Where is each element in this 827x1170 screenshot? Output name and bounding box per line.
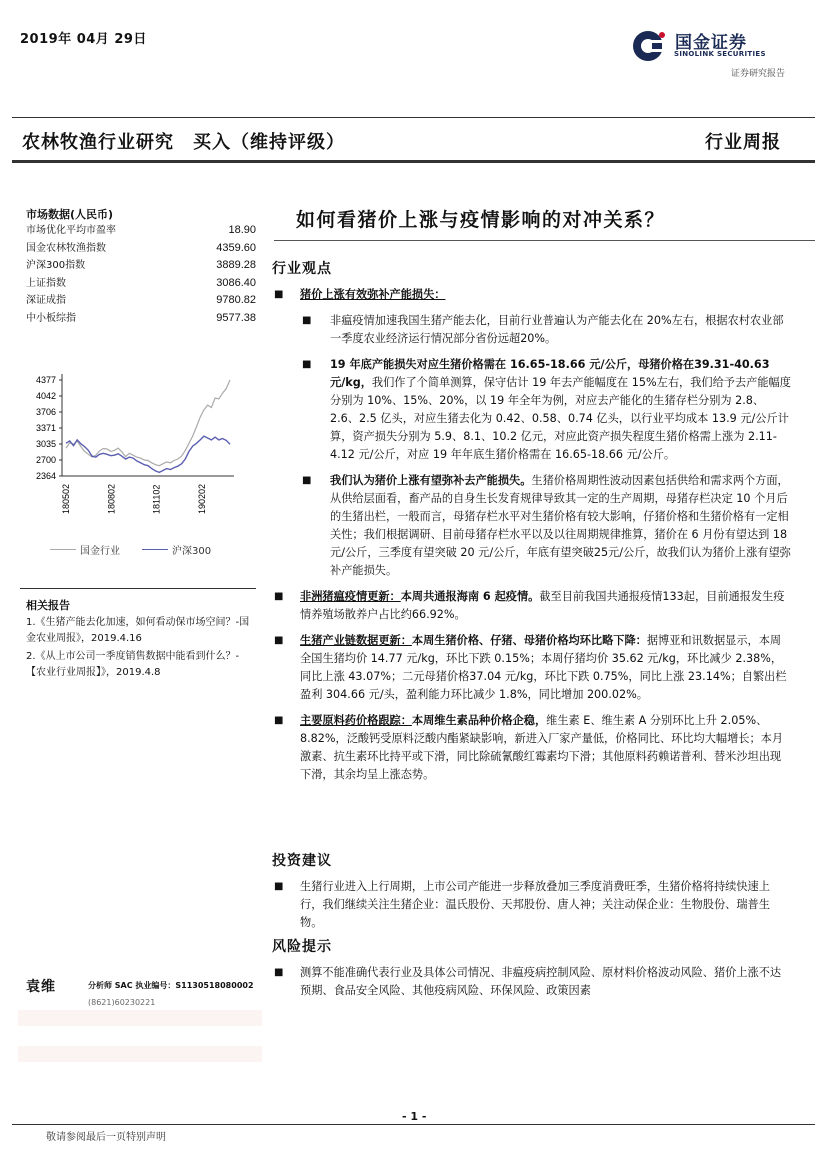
- sub-bullet: [300, 312, 792, 348]
- y-tick-label: 3706: [35, 407, 56, 417]
- market-value: 3889.28: [216, 259, 256, 271]
- analyst-name: 袁维: [26, 979, 56, 995]
- x-tick-label: 181102: [151, 484, 162, 514]
- disclaimer-note: 敬请参阅最后一页特别声明: [46, 1132, 166, 1143]
- market-row: [26, 222, 256, 240]
- market-value: 4359.60: [216, 241, 256, 254]
- market-data-table: [26, 222, 256, 327]
- bullet-text: 生猪行业进入上行周期，上市公司产能进一步释放叠加三季度消费旺季，生猪价格将持续快速上行，我们继续关注生猪企业：温氏股份、天邦股份、唐人神；关注动保企业：生物股份、瑞普生物。: [300, 880, 770, 929]
- market-data-title: 市场数据(人民币): [26, 208, 114, 221]
- sub-bullet-text: 我们作了个简单测算，保守估计 19 年去产能幅度在 15%左右，我们给予去产能幅度分别为 10%、15%、20%，以 19 年全年为例，对应去产能化的生猪存栏分别为 2.8、2.6、2.5 亿头，对应生猪去化为 0.42、0.58、0.74 亿头，以行业平均成本 13.9 元/公斤计算，资产损失分别为 5.9、8.1、10.2 亿元，对应此资产损失程度生猪价格需上涨为 2.11-4.12 元/公斤，对应 19 年年底生猪价格需在 16.65-18.66 元/公斤。: [330, 376, 791, 461]
- x-tick-label: 190202: [197, 483, 207, 514]
- sub-bullet-bold: 我们认为猪价上涨有望弥补去产能损失。: [330, 474, 532, 487]
- bullet-text: 截至目前我国共通报疫情133起，目前通报发生疫情养殖场散养户占比约66.92%。: [300, 590, 785, 621]
- report-type: 证券研究报告: [730, 69, 785, 79]
- bullet-heading: 猪价上涨有效弥补产能损失：: [300, 288, 446, 301]
- sub-bullet: [300, 356, 792, 464]
- market-value: 3086.40: [216, 276, 256, 289]
- section-investment: 投资建议: [272, 853, 332, 869]
- bullet-text: 据博亚和讯数据显示，本周全国生猪均价 14.77 元/kg，环比下跌 0.15%；本周仔猪均价 35.62 元/kg，环比减少 2.38%，同比上涨 43.07%；二元母猪价格37.04 元/kg，环比下跌 0.75%，同比上涨 23.14%；自繁出栏盈利 304.66 元/头，盈利能力环比减少 1.8%，同比增加 200.02%。: [300, 634, 787, 701]
- market-label: 上证指数: [26, 277, 66, 289]
- chart-legend: [50, 542, 211, 557]
- bullet-heading: 非洲猪瘟疫情更新：: [300, 590, 401, 603]
- sub-bullet-text: 生猪价格周期性波动因素包括供给和需求两个方面，从供给层面看，畜产品的自身生长发育规律导致其一定的生产周期，母猪存栏决定 10 个月后的生猪出栏，一般而言，母猪存栏水平对生猪价格有较大影响，仔猪价格和生猪价格有一定相关性；我们根据调研、目前母猪存栏水平以及以往周期规律推算，猪价在 6 月份有望达到 18 元/公斤，三季度有望突破 20 元/公斤，年底有望突破25元/公斤，故我们认为猪价上涨有望弥补产能损失。: [330, 474, 791, 577]
- sub-bullet-bold: 19 年底产能损失对应生猪价格需在 16.65-18.66 元/公斤，母猪价格在39.31-40.63 元/kg，: [330, 358, 770, 389]
- bullet-heading: 生猪产业链数据更新：: [300, 634, 412, 647]
- section-risk: 风险提示: [272, 939, 332, 955]
- related-report-link[interactable]: 1.《生猪产能去化加速，如何看动保市场空间？-国金农业周报》，2019.4.16: [26, 617, 250, 644]
- logo-subtitle: SINOLINK SECURITIES: [674, 50, 766, 58]
- analyst-placeholder: [18, 1010, 262, 1026]
- market-row: [26, 275, 256, 293]
- bullet-item: [272, 712, 792, 784]
- main-title: 如何看猪价上涨与疫情影响的对冲关系？: [296, 209, 666, 231]
- legend-industry: 国金行业: [80, 546, 120, 557]
- bullet-bold: 本周共通报海南 6 起疫情。: [400, 590, 540, 603]
- y-tick-label: 4042: [35, 390, 56, 401]
- market-label: 国金农林牧渔指数: [26, 242, 106, 254]
- series-line-csi300: [66, 436, 230, 472]
- index-chart: [20, 360, 250, 530]
- market-label: 沪深300指数: [26, 260, 86, 271]
- y-tick-label: 2700: [35, 454, 56, 465]
- analyst-placeholder: [18, 1046, 262, 1062]
- related-reports: [26, 615, 258, 683]
- legend-swatch-csi300: [142, 549, 168, 550]
- risk-body: [272, 964, 792, 1000]
- bullet-item: [272, 286, 792, 304]
- page-number: - 1 -: [402, 1110, 427, 1123]
- bullet-item: [272, 632, 792, 704]
- report-date: 2019年 04月 29日: [20, 32, 147, 47]
- market-row: [26, 292, 256, 310]
- market-value: 9780.82: [216, 294, 256, 306]
- logo-icon: [630, 26, 670, 66]
- sub-bullet: [300, 472, 792, 580]
- y-tick-label: 3035: [35, 439, 56, 449]
- y-tick-label: 3371: [35, 422, 56, 433]
- section-industry-view: 行业观点: [272, 261, 332, 277]
- market-row: [26, 240, 256, 258]
- bullet-bold: 本周生猪价格、仔猪、母猪价格均环比略下降：: [411, 634, 647, 647]
- footer-divider: [12, 1124, 815, 1125]
- y-tick-label: 2364: [35, 471, 56, 481]
- market-label: 深证成指: [26, 295, 66, 306]
- bullet-item: [272, 964, 792, 1000]
- bullet-heading: 主要原料药价格跟踪：: [300, 714, 412, 727]
- sub-bullet-text: 非瘟疫情加速我国生猪产能去化，目前行业普遍认为产能去化在 20%左右，根据农村农业部一季度农业经济运行情况部分省份远超20%。: [330, 314, 784, 345]
- bullet-item: [272, 588, 792, 624]
- analyst-info: 分析师 SAC 执业编号：S1130518080002: [88, 981, 254, 990]
- title-divider: [274, 240, 815, 241]
- bullet-text: 维生素 E、维生素 A 分别环比上升 2.05%、8.82%，泛酸钙受原料泛酸内酯紧缺影响，新进入厂家产量低，价格同比、环比均大幅增长；本月激素、抗生素环比持平或下滑，同比除硫氰酸红霉素均下滑；其他原料药赖诺普利、替米沙坦出现下滑，其余均呈上涨态势。: [300, 714, 784, 781]
- legend-csi300: 沪深300: [172, 546, 212, 557]
- industry-view-body: [272, 286, 792, 784]
- market-label: 市场优化平均市盈率: [26, 225, 116, 236]
- bullet-text: 测算不能准确代表行业及具体公司情况、非瘟疫病控制风险、原材料价格波动风险、猪价上涨不达预期、食品安全风险、其他疫病风险、环保风险、政策因素: [300, 966, 782, 997]
- analyst-phone: (8621)60230221: [88, 998, 156, 1006]
- investment-body: [272, 878, 792, 932]
- header-thick-divider: [12, 160, 815, 163]
- market-value: 9577.38: [216, 311, 256, 324]
- market-row: [26, 310, 256, 328]
- related-report-link[interactable]: 2.《从上市公司一季度销售数据中能看到什么？-【农业行业周报】》，2019.4.8: [26, 651, 240, 678]
- header-divider: [12, 117, 815, 118]
- report-heading: 农林牧渔行业研究 买入（维持评级）: [22, 132, 345, 153]
- related-reports-title: 相关报告: [26, 599, 70, 612]
- market-label: 中小板综指: [26, 312, 76, 324]
- logo-name: 国金证券: [675, 33, 747, 53]
- market-value: 18.90: [228, 224, 256, 236]
- sidebar-divider: [20, 588, 256, 589]
- x-tick-label: 180802: [106, 483, 117, 514]
- bullet-bold: 本周维生素品种价格企稳，: [411, 714, 547, 727]
- x-tick-label: 180502: [61, 483, 71, 514]
- bullet-item: [272, 878, 792, 932]
- report-category: 行业周报: [705, 132, 781, 153]
- y-tick-label: 4377: [35, 375, 56, 385]
- company-logo: [630, 26, 800, 66]
- legend-swatch-industry: [50, 549, 76, 550]
- market-row: [26, 257, 256, 275]
